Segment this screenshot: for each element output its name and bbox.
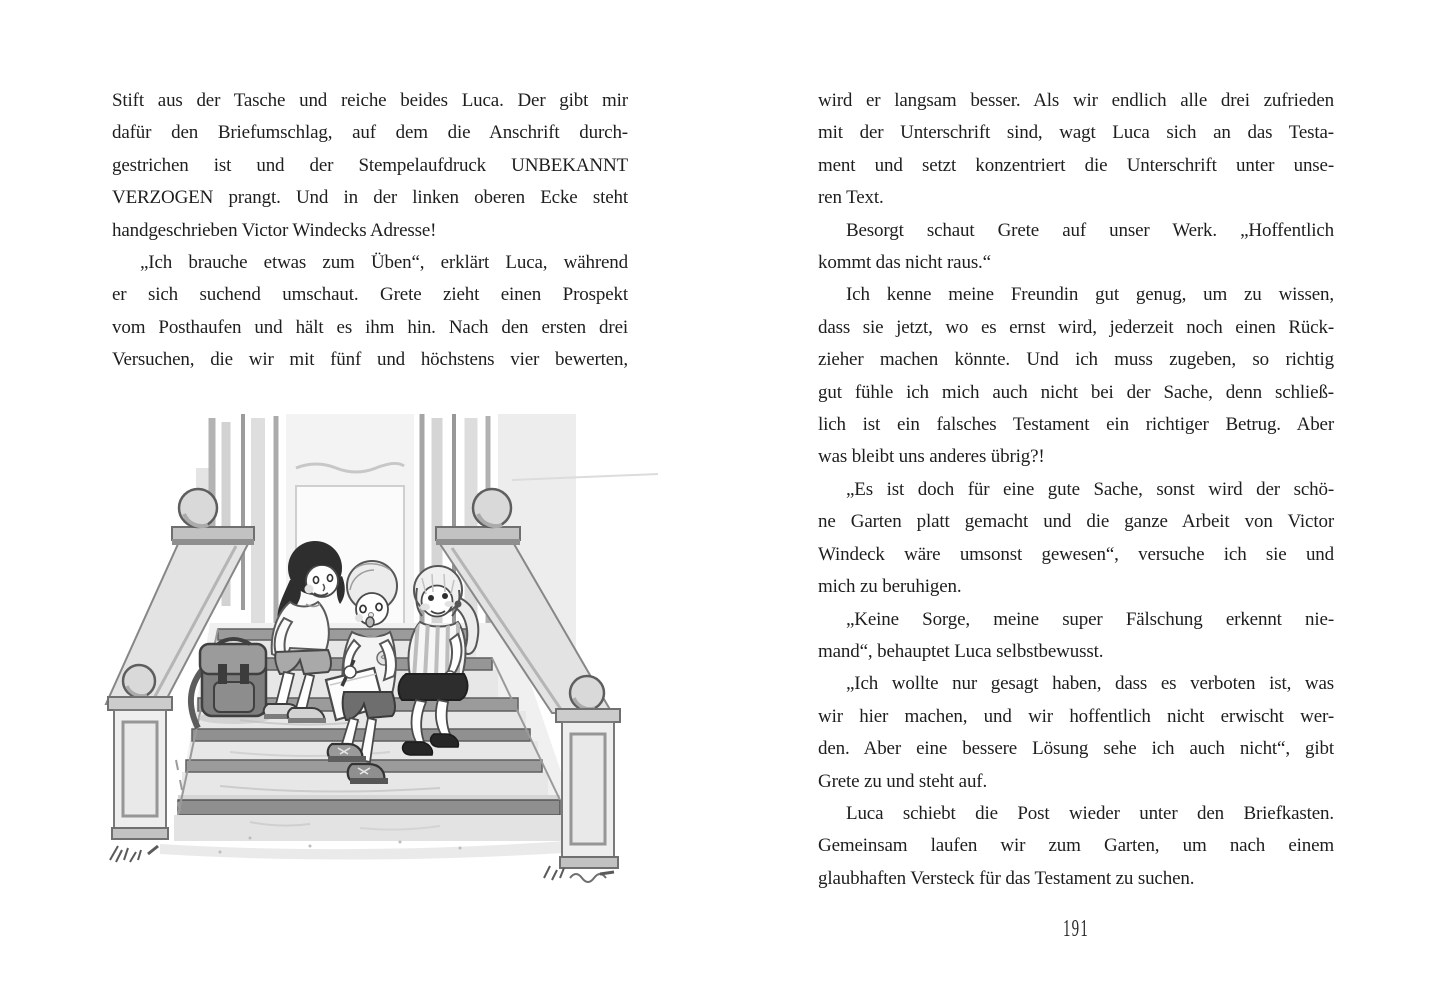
text-line: Luca schiebt die Post wieder unter den Briefkasten. — [846, 802, 1334, 824]
text-line: dafür den Briefumschlag, auf dem die Anschrift durch- — [112, 122, 628, 144]
text-line: „Ich brauche etwas zum Üben“, erklärt Luca, während — [140, 252, 628, 274]
left-page-text — [112, 85, 628, 377]
text-line: er sich suchend umschaut. Grete zieht einen Prospekt — [112, 284, 628, 306]
page-number-value: 191 — [1062, 916, 1090, 942]
text-line: mit der Unterschrift sind, wagt Luca sich an das Testa- — [818, 122, 1334, 144]
text-line: was bleibt uns anderes übrig?! — [818, 446, 1045, 468]
text-line: Versuchen, die wir mit fünf und höchstens vier bewerten, — [112, 349, 628, 371]
text-line: Windeck wäre umsonst gewesen“, versuche ich sie und — [818, 543, 1334, 565]
text-line: ren Text. — [818, 187, 884, 209]
text-line: kommt das nicht raus.“ — [818, 252, 991, 274]
text-line: Stift aus der Tasche und reiche beides Luca. Der gibt mir — [112, 90, 628, 111]
text-line: „Ich wollte nur gesagt haben, dass es verboten ist, was — [846, 673, 1334, 695]
text-line: wird er langsam besser. Als wir endlich alle drei zufrieden — [818, 90, 1334, 111]
text-line: VERZOGEN prangt. Und in der linken oberen Ecke steht — [112, 187, 628, 209]
text-line: gestrichen ist und der Stempelaufdruck UNBEKANNT — [112, 154, 628, 176]
text-line: dass sie jetzt, wo es ernst wird, jederzeit noch einen Rück- — [818, 316, 1334, 338]
steps-illustration — [100, 408, 660, 948]
text-line: Ich kenne meine Freundin gut genug, um zu wissen, — [846, 284, 1334, 306]
text-line: „Es ist doch für eine gute Sache, sonst wird der schö- — [846, 478, 1334, 500]
text-line: wir hier machen, und wir hoffentlich nicht erwischt wer- — [818, 705, 1334, 727]
text-line: ment und setzt konzentriert die Unterschrift unter unse- — [818, 154, 1334, 176]
text-line: Grete zu und steht auf. — [818, 770, 988, 792]
text-line: handgeschrieben Victor Windecks Adresse! — [112, 219, 437, 241]
text-line: den. Aber eine bessere Lösung sehe ich auch nicht“, gibt — [818, 738, 1334, 760]
text-line: gut fühle ich mich auch nicht bei der Sache, denn schließ- — [818, 381, 1334, 403]
text-line: ne Garten platt gemacht und die ganze Arbeit von Victor — [818, 511, 1334, 533]
text-line: Besorgt schaut Grete auf unser Werk. „Hoffentlich — [846, 219, 1334, 241]
text-line: Gemeinsam laufen wir zum Garten, um nach einem — [818, 835, 1334, 857]
page-number — [818, 916, 1334, 943]
text-line: „Keine Sorge, meine super Fälschung erkennt nie- — [846, 608, 1334, 630]
right-page-text — [818, 85, 1334, 895]
text-line: vom Posthaufen und hält es ihm hin. Nach den ersten drei — [112, 316, 628, 338]
text-line: mich zu beruhigen. — [818, 576, 962, 598]
text-line: lich ist ein falsches Testament ein richtiger Betrug. Aber — [818, 414, 1334, 436]
text-line: mand“, behauptet Luca selbstbewusst. — [818, 640, 1104, 662]
text-line: zieher machen könnte. Und ich muss zugeben, so richtig — [818, 349, 1334, 371]
text-line: glaubhaften Versteck für das Testament zu suchen. — [818, 867, 1195, 889]
